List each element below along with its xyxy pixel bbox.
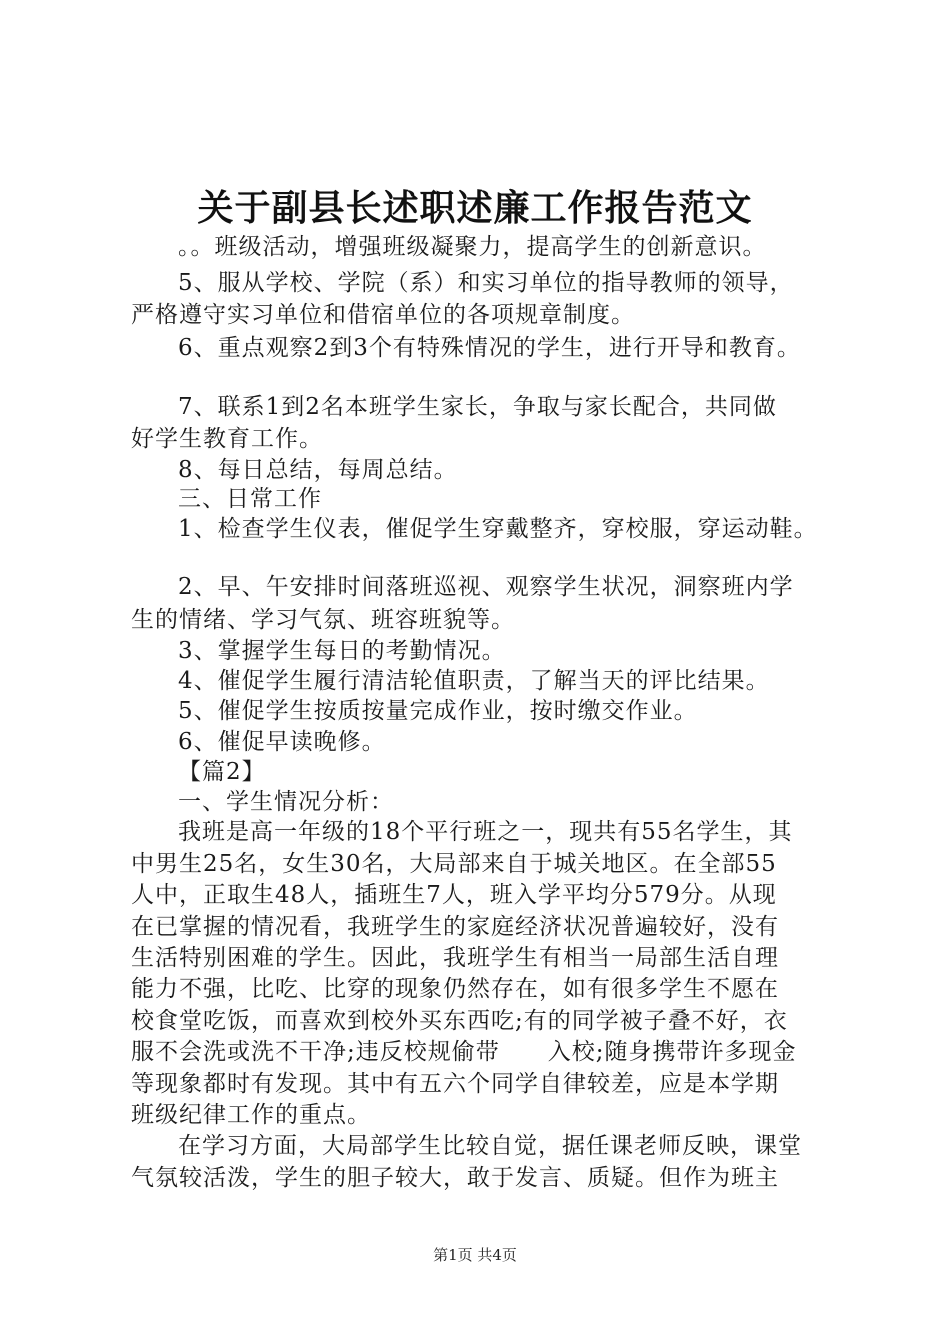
text-line: 能力不强，比吃、比穿的现象仍然存在，如有很多学生不愿在 [131,976,779,1002]
section-heading: 一、学生情况分析： [178,789,394,815]
text-line: 6、重点观察2到3个有特殊情况的学生，进行开导和教育。 [178,335,801,361]
text-line: 服不会洗或洗不干净;违反校规偷带 入校;随身携带许多现金 [131,1039,797,1065]
text-line: 4、催促学生履行清洁轮值职责，了解当天的评比结果。 [178,668,770,694]
text-line: 在已掌握的情况看，我班学生的家庭经济状况普遍较好，没有 [131,914,779,940]
text-line: 1、检查学生仪表，催促学生穿戴整齐，穿校服，穿运动鞋。 [178,516,818,542]
text-line: 班级纪律工作的重点。 [131,1102,371,1128]
text-line: 生的情绪、学习气氛、班容班貌等。 [131,607,515,633]
text-line: 等现象都时有发现。其中有五六个同学自律较差，应是本学期 [131,1071,779,1097]
text-line: 5、服从学校、学院（系）和实习单位的指导教师的领导， [178,270,794,296]
section-heading: 【篇2】 [178,759,266,785]
text-line: 校食堂吃饭，而喜欢到校外买东西吃;有的同学被子叠不好，衣 [131,1008,788,1034]
text-line: 2、早、午安排时间落班巡视、观察学生状况，洞察班内学 [178,574,794,600]
section-heading: 三、日常工作 [178,486,322,512]
text-line: 好学生教育工作。 [131,426,323,452]
text-line: 我班是高一年级的18个平行班之一，现共有55名学生，其 [178,819,793,845]
text-line: 在学习方面，大局部学生比较自觉，据任课老师反映，课堂 [178,1133,802,1159]
text-line: 生活特别困难的学生。因此，我班学生有相当一局部生活自理 [131,945,779,971]
text-line: 6、催促早读晚修。 [178,729,386,755]
document-title: 关于副县长述职述廉工作报告范文 [197,187,753,229]
text-line: 。。班级活动，增强班级凝聚力，提高学生的创新意识。 [178,234,767,260]
text-line: 8、每日总结，每周总结。 [178,457,458,483]
text-line: 7、联系1到2名本班学生家长，争取与家长配合，共同做 [178,394,777,420]
text-line: 严格遵守实习单位和借宿单位的各项规章制度。 [131,302,635,328]
text-line: 3、掌握学生每日的考勤情况。 [178,638,506,664]
text-line: 5、催促学生按质按量完成作业，按时缴交作业。 [178,698,698,724]
text-line: 人中，正取生48人，插班生7人，班入学平均分579分。从现 [131,882,777,908]
page-number: 第1页 共4页 [433,1246,517,1264]
text-line: 气氛较活泼，学生的胆子较大，敢于发言、质疑。但作为班主 [131,1165,779,1191]
text-line: 中男生25名，女生30名，大局部来自于城关地区。在全部55 [131,851,777,877]
